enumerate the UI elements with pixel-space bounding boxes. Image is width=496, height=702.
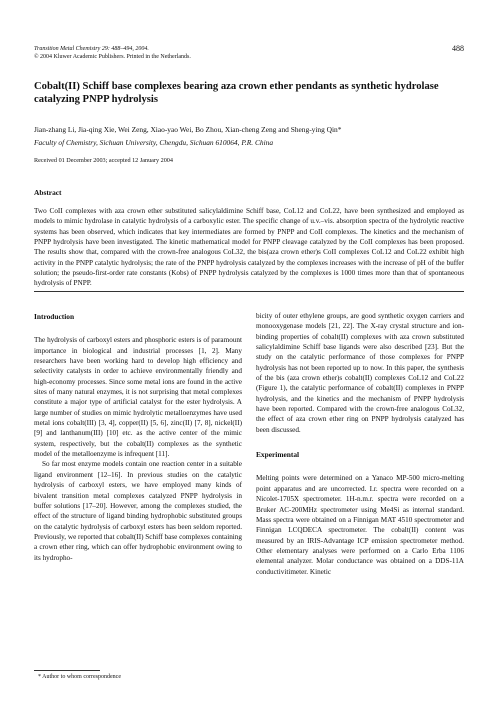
introduction-heading: Introduction xyxy=(34,312,75,321)
article-title: Cobalt(II) Schiff base complexes bearing aza crown ether pendants as synthetic hydrolase catalyzing PNPP hydrolysis xyxy=(34,81,439,105)
corresponding-author-footnote: * Author to whom correspondence xyxy=(38,674,121,680)
left-column xyxy=(34,312,242,563)
intro-paragraph-1: The hydrolysis of carboxyl esters and phosphoric esters is of paramount importance in biological and industrial processes [1, 2]. Many researchers have been working hard to develop high efficiency and selectivity catalysts in order to achieve environmentally friendly and high-economy processes. Since some metal ions are found in the active sites of many natural enzymes, it is not surprising that metal complexes constitute a major type of artificial catalyst for the ester hydrolysis. A large number of studies on mimic hydrolytic metalloenzymes have used metal ions cobalt(III) [3, 4], copper(II) [5, 6], zinc(II) [7, 8], nickel(II) [9] and lanthanum(III) [10] etc. as the active center of the mimic system, respectively, but the cobalt(II) complexes as the synthetic model of the metalloenzyme is infrequent [11]. xyxy=(34,336,242,459)
affiliation: Faculty of Chemistry, Sichuan University, Chengdu, Sichuan 610064, P.R. China xyxy=(34,138,274,147)
experimental-paragraph-1: Melting points were determined on a Yanaco MP-500 micro-melting point apparatus and are uncorrected. I.r. spectra were recorded on a Nicolet-1705X spectrometer. 1H-n.m.r. spectra were recorded on a Bruker AC-200MHz spectrometer using Me4Si as internal standard. Mass spectra were obtained on a Finnigan MAT 4510 spectrometer and Finnigan LCQDECA spectrometer. The cobalt(II) content was measured by an IRIS-Advantage ICP emission spectrometer method. Other elementary analyses were performed on a Carlo Erba 1106 elemental analyzer. Molar conductance was obtained on a DDS-11A conductivitimeter. Kinetic xyxy=(256,474,464,576)
abstract-text: Two CoII complexes with aza crown ether substituted salicylaldimine Schiff base, CoL12 and CoL22, have been synthesized and employed as models to mimic hydrolase in catalytic hydrolysis of a carboxylic ester. The specific change of u.v.–vis. absorption spectra of the hydrolytic reactive systems has been observed, which indicates that key intermediates are formed by PNPP and CoII complexes. The kinetics and the mechanism of PNPP hydrolysis have been investigated. The kinetic mathematical model for PNPP cleavage catalyzed by the CoII complexes has been proposed. The results show that, compared with the crown-free analogous CoL32, the bis(aza crown ether)s CoII complexes CoL12 and CoL22 exhibit high activity in the PNPP catalytic hydrolysis; the rate of the PNPP hydrolysis catalyzed by the complexes increases with the increase of pH of the buffer solution; the pseudo-first-order rate constants (Kobs) of PNPP hydrolysis catalyzed by the complexes is 1000 times more than that of spontaneous hydrolysis of PNPP. xyxy=(34,207,464,288)
copyright-line: © 2004 Kluwer Academic Publishers. Printed in the Netherlands. xyxy=(34,54,191,60)
author-list: Jian-zhang Li, Jia-qing Xie, Wei Zeng, Xiao-yao Wei, Bo Zhou, Xian-cheng Zeng and Sheng-ying Qin* xyxy=(34,125,342,134)
section-divider xyxy=(34,291,464,292)
intro-paragraph-2: So far most enzyme models contain one reaction center in a suitable ligand environment [12–16]. In previous studies on the catalytic hydrolysis of carboxyl esters, we have employed many kinds of bivalent transition metal complexes catalyzed PNPP hydrolysis in buffer solutions [17–20]. However, among the complexes studied, the effect of the structure of ligand binding hydrophobic substituted groups on the catalytic hydrolysis of carboxyl esters has been seldom reported. Previously, we reported that cobalt(II) Schiff base complexes containing a crown ether ring, which can offer hydrophobic environment owing to its hydropho- xyxy=(34,460,242,562)
received-dates: Received 01 December 2003; accepted 12 January 2004 xyxy=(34,157,173,164)
intro-paragraph-3: bicity of outer ethylene groups, are good synthetic oxygen carriers and monooxygenase models [21, 22]. The X-ray crystal structure and ion-binding properties of cobalt(II) complexes with aza crown substituted salicylaldimine Schiff base ligands were also described [23]. But the study on the catalytic performance of those complexes for PNPP hydrolysis has not been reported up to now. In this paper, the synthesis of the bis (aza crown ether)s cobalt(II) complexes CoL12 and CoL22 (Figure 1), the catalytic performance of cobalt(II) complexes in PNPP hydrolysis, and the kinetics and the mechanism of PNPP hydrolysis have been reported. Compared with the crown-free analogous CoL32, the effect of aza crown ether ring on PNPP hydrolysis catalyzed has been discussed. xyxy=(256,312,464,434)
journal-citation: Transition Metal Chemistry 29: 488–494, 2004. xyxy=(34,46,149,52)
page-header xyxy=(34,45,464,61)
abstract-heading: Abstract xyxy=(34,188,62,197)
right-column xyxy=(256,311,464,577)
page-number: 488 xyxy=(452,44,464,53)
footnote-rule xyxy=(34,670,100,671)
experimental-heading: Experimental xyxy=(256,450,300,460)
